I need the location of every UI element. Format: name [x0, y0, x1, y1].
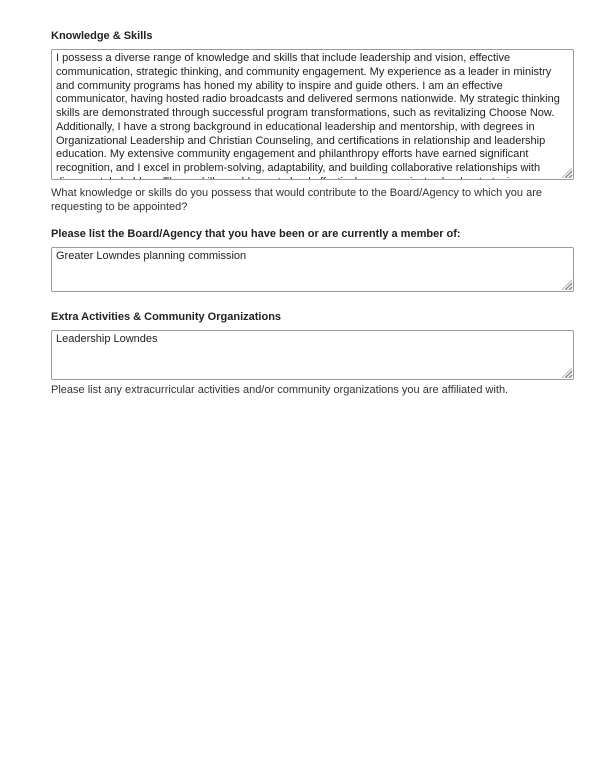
knowledge-skills-textarea[interactable] [51, 49, 574, 180]
knowledge-skills-textarea-wrap [51, 49, 574, 180]
knowledge-skills-heading: Knowledge & Skills [51, 30, 153, 42]
knowledge-skills-helper-text: What knowledge or skills do you possess that would contribute to the Board/Agency to which you are requesting to be appointed? [51, 187, 542, 214]
extra-activities-section [51, 311, 574, 397]
extra-activities-helper-text: Please list any extracurricular activities and/or community organizations you are affiliated with. [51, 384, 509, 397]
knowledge-skills-section [51, 30, 574, 215]
board-agency-textarea[interactable] [51, 247, 574, 292]
board-agency-section [51, 228, 574, 292]
extra-activities-textarea[interactable] [51, 330, 574, 380]
extra-activities-textarea-wrap [51, 330, 574, 380]
extra-activities-heading: Extra Activities & Community Organizations [51, 310, 282, 323]
board-agency-label: Please list the Board/Agency that you have been or are currently a member of: [51, 227, 461, 240]
board-agency-textarea-wrap [51, 247, 574, 292]
